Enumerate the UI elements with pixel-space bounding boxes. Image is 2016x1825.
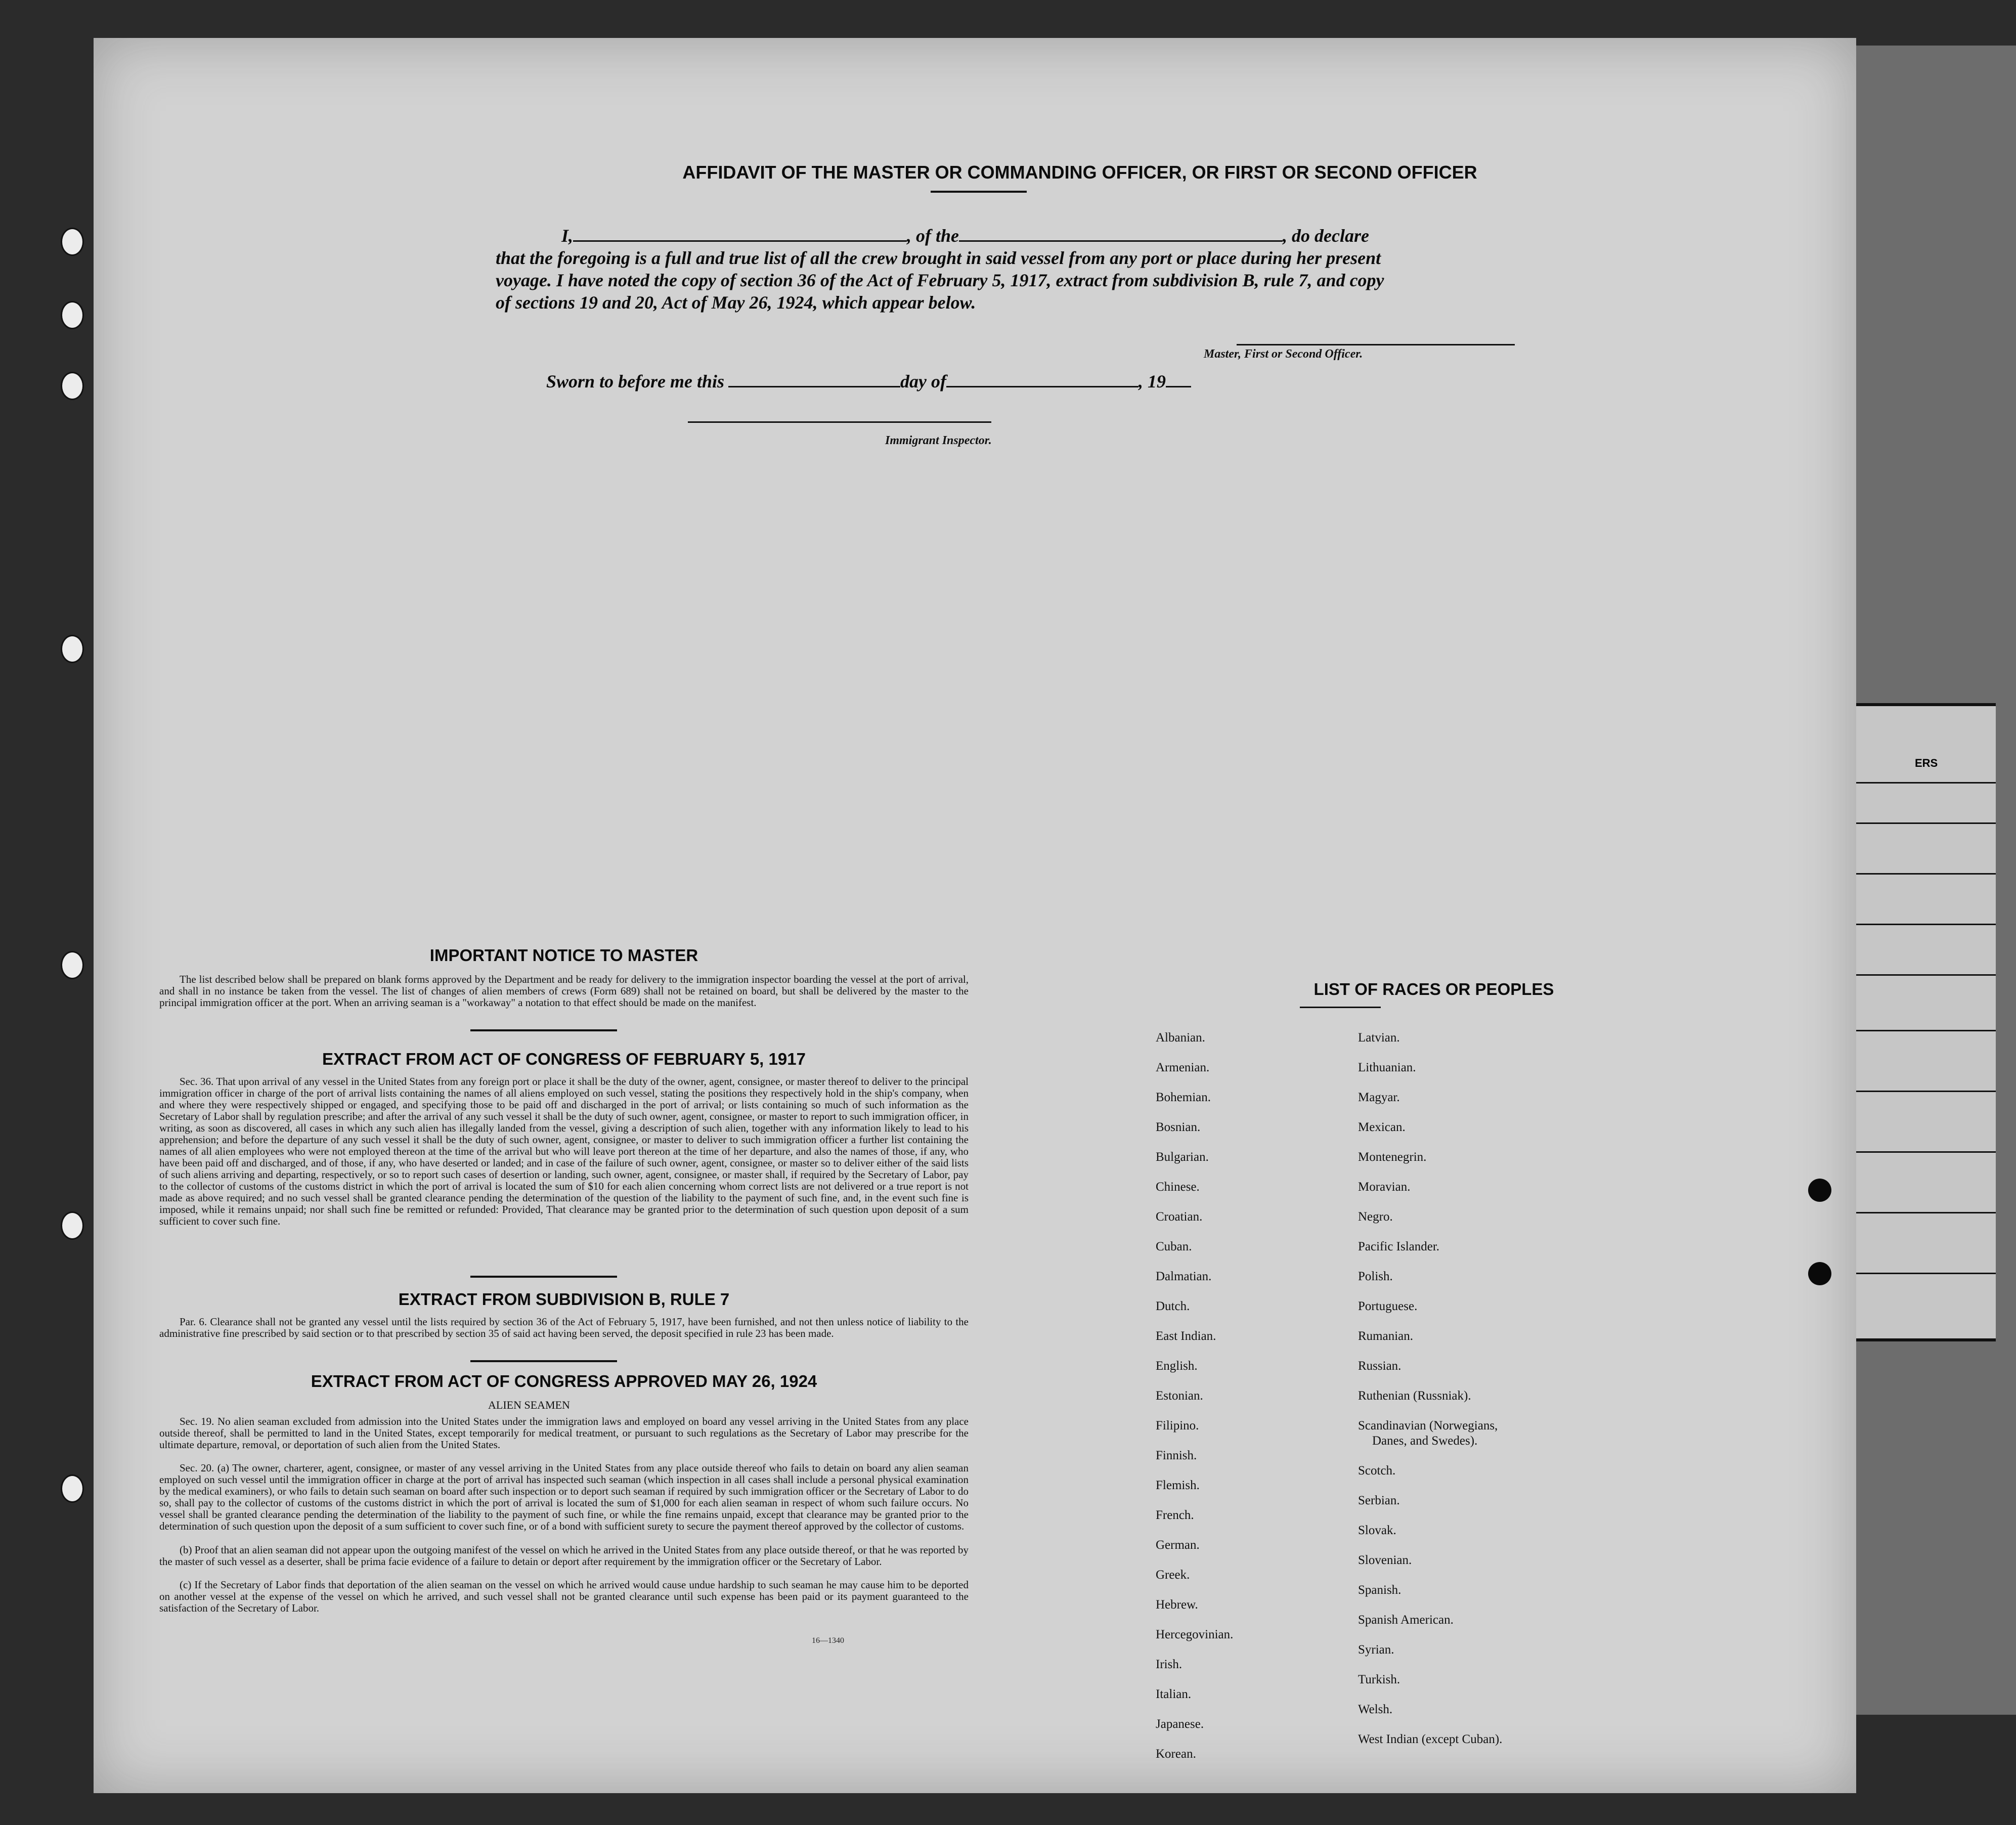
races-title: LIST OF RACES OR PEOPLES (1313, 980, 1554, 998)
race-item: Mexican. (1358, 1120, 1406, 1134)
race-item: Chinese. (1156, 1180, 1200, 1194)
race-item: Scotch. (1358, 1464, 1396, 1478)
title-rule (931, 191, 1027, 193)
section-rule (470, 1029, 617, 1031)
year-prefix: , 19 (1138, 371, 1166, 392)
race-item: Korean. (1156, 1747, 1196, 1761)
race-item: Irish. (1156, 1658, 1182, 1671)
race-item: Armenian. (1156, 1061, 1210, 1074)
affidavit-line-4: of sections 19 and 20, Act of May 26, 1924, which appear below. (496, 292, 976, 313)
sworn-year-blank[interactable] (1166, 371, 1191, 387)
affidavit-title: AFFIDAVIT OF THE MASTER OR COMMANDING OFFICER, OR FIRST OR SECOND OFFICER (682, 162, 1477, 183)
race-item: East Indian. (1156, 1329, 1216, 1343)
race-item: Filipino. (1156, 1419, 1199, 1432)
race-item: Spanish. (1358, 1583, 1401, 1597)
race-item: Finnish. (1156, 1449, 1197, 1462)
affidavit-line-1 (511, 225, 1369, 246)
punch-hole-dark (1808, 1262, 1831, 1285)
sworn-day-blank[interactable] (728, 371, 900, 387)
race-item: Russian. (1358, 1359, 1401, 1373)
document-page (94, 38, 1856, 1793)
races-rule (1300, 1007, 1381, 1008)
signature-caption: Master, First or Second Officer. (1204, 347, 1363, 361)
punch-hole (61, 372, 84, 400)
extract-1917-title: EXTRACT FROM ACT OF CONGRESS OF FEBRUARY 5, 1917 (322, 1050, 806, 1068)
section-rule (470, 1360, 617, 1362)
races-right-column (1358, 1030, 1502, 1762)
race-item: Slovak. (1358, 1524, 1396, 1537)
race-item: Spanish American. (1358, 1613, 1454, 1627)
punch-hole (61, 1474, 84, 1503)
race-item: Hercegovinian. (1156, 1628, 1234, 1641)
affidavit-line-2: that the foregoing is a full and true list of all the crew brought in said vessel from any port or place during her present (496, 248, 1381, 268)
race-item: Ruthenian (Russniak). (1358, 1389, 1471, 1403)
affidavit-line-3: voyage. I have noted the copy of section 36 of the Act of February 5, 1917, extract from subdivision B, rule 7, and copy (496, 270, 1384, 290)
race-item: Turkish. (1358, 1673, 1400, 1686)
race-item: French. (1156, 1508, 1194, 1522)
alien-seamen-subtitle: ALIEN SEAMEN (488, 1399, 570, 1411)
extract-1924-title: EXTRACT FROM ACT OF CONGRESS APPROVED MAY 26, 1924 (311, 1372, 817, 1391)
race-item: Flemish. (1156, 1479, 1200, 1492)
sec19-text: Sec. 19. No alien seaman excluded from admission into the United States under the immigration laws and employed on board any vessel arriving in the United States from any place outside thereof, shall be permitted to land in the United States, except temporarily for medical treatment, or pursuant to such regulations as the Secretary of Labor may prescribe for the ultimate departure, removal, or deportation of such alien from the United States. (159, 1415, 969, 1451)
sec20c-text: (c) If the Secretary of Labor finds that deportation of the alien seaman on the vessel on which he arrived would cause undue hardship to such seaman he may cause him to be deported on another vessel at the expense of the vessel on which he arrived, and such vessel shall not be granted clearance until such expense has been paid or its payment guaranteed to the satisfaction of the Secretary of Labor. (159, 1579, 969, 1614)
vessel-blank[interactable] (959, 225, 1283, 242)
race-item: Cuban. (1156, 1240, 1192, 1253)
side-table-label: ERS (1915, 757, 1938, 769)
punch-hole (61, 301, 84, 329)
race-item: German. (1156, 1538, 1200, 1552)
race-item: Serbian. (1358, 1494, 1400, 1507)
punch-hole (61, 635, 84, 663)
race-item: Latvian. (1358, 1031, 1400, 1045)
inspector-signature-line[interactable] (688, 421, 991, 423)
race-item: Polish. (1358, 1270, 1393, 1283)
race-item: Welsh. (1358, 1703, 1393, 1716)
race-item: Bohemian. (1156, 1091, 1211, 1104)
race-item: Dalmatian. (1156, 1270, 1212, 1283)
sec20a-text: Sec. 20. (a) The owner, charterer, agent, consignee, or master of any vessel arriving in the United States from any place outside thereof who fails to detain on board any alien seaman employed on such vessel until the immigration officer in charge at the port of arrival has inspected such seaman (which inspection in all cases shall include a personal physical examination by the medical examiners), or who fails to detain such seaman on board after such inspection or to deport such seaman if required by such immigration officer or the Secretary of Labor to do so, shall pay to the collector of customs of the customs district in which the port of arrival is located the sum of $1,000 for each alien seaman in respect of whom such failure occurs. No vessel shall be granted clearance pending the determination of the liability to the payment of such fine, or while the fine remains unpaid, except that clearance may be granted prior to the determination of such question upon the deposit of a sum sufficient to cover such fine, or of a bond with sufficient surety to secure the payment thereof approved by the collector of customs. (159, 1462, 969, 1532)
punch-hole (61, 951, 84, 979)
form-number: 16—1340 (812, 1636, 844, 1645)
sec20b-text: (b) Proof that an alien seaman did not appear upon the outgoing manifest of the vessel on which he arrived in the United States from any place outside thereof, or that he was reported by the master of such vessel as a deserter, shall be prima facie evidence of a failure to detain or deport after requirement by the immigration officer or the Secretary of Labor. (159, 1544, 969, 1568)
extract-rule7-title: EXTRACT FROM SUBDIVISION B, RULE 7 (398, 1290, 730, 1309)
punch-hole (61, 1211, 84, 1240)
day-of-text: day of (900, 371, 947, 392)
race-item: Italian. (1156, 1687, 1192, 1701)
side-table-edge (1851, 703, 1996, 1341)
race-item: Albanian. (1156, 1031, 1205, 1045)
section-rule (470, 1276, 617, 1278)
affidavit-do-declare: , do declare (1283, 226, 1369, 246)
race-item: Croatian. (1156, 1210, 1203, 1224)
extract-rule7-text: Par. 6. Clearance shall not be granted any vessel until the lists required by section 36 of the Act of February 5, 1917, have been furnished, and not then unless notice of liability to the administrative fine prescribed by said section or to that prescribed by section 35 of said act having been served, the deposit specified in rule 23 has been made. (159, 1316, 969, 1339)
race-item: Montenegrin. (1358, 1150, 1427, 1164)
sworn-line (546, 371, 1191, 392)
inspector-caption: Immigrant Inspector. (885, 434, 992, 447)
race-item: Bulgarian. (1156, 1150, 1209, 1164)
race-item-continued: Danes, and Swedes). (1372, 1434, 1478, 1448)
race-item: Portuguese. (1358, 1299, 1418, 1313)
race-item: Scandinavian (Norwegians, (1358, 1419, 1498, 1432)
extract-1917-text: Sec. 36. That upon arrival of any vessel in the United States from any foreign port or place it shall be the duty of the owner, agent, consignee, or master thereof to deliver to the principal immigration officer in charge of the port of arrival lists containing the names of all aliens employed on such vessel, stating the positions they respectively hold in the ship's company, when and where they were respectively shipped or engaged, and specifying those to be paid off and discharged in the port of arrival; or lists containing so much of such information as the Secretary of Labor shall by regulation prescribe; and after the arrival of any such vessel it shall be the duty of such owner, agent, consignee, or master to report to such immigration officer, in writing, as soon as discovered, all cases in which any such alien has illegally landed from the vessel, giving a description of such alien, together with any information likely to lead to his apprehension; and before the departure of any such vessel it shall be the duty of such owner, agent, consignee, or master to deliver to such immigration officer a further list containing the names of all alien employees who were not employed thereon at the time of the arrival but who will leave port thereon at the time of her departure, and also the names of those, if any, who have been paid off and discharged, and of those, if any, who have deserted or landed; and in case of the failure of such owner, agent, consignee, or master so to deliver either of the said lists of such aliens arriving and departing, respectively, or so to report such cases of desertion or landing, such owner, agent, consignee, or master shall, if required by the Secretary of Labor, pay to the collector of customs of the customs district in which the port of arrival is located the sum of $10 for each alien concerning whom correct lists are not delivered or a true report is not made as above required; and no such vessel shall be granted clearance pending the determination of the question of the liability to the payment of such fine, and, in the event such fine is imposed, while it remains unpaid; nor shall such fine be remitted or refunded: Provided, That clearance may be granted prior to the determination of such question upon deposit of a sum sufficient to cover such fine. (159, 1075, 969, 1227)
races-left-column (1156, 1030, 1233, 1776)
sworn-text: Sworn to before me this (546, 371, 725, 392)
race-item: Japanese. (1156, 1717, 1204, 1731)
race-item: Estonian. (1156, 1389, 1203, 1403)
race-item: Slovenian. (1358, 1553, 1412, 1567)
race-item: Bosnian. (1156, 1120, 1201, 1134)
notice-text: The list described below shall be prepared on blank forms approved by the Department and be ready for delivery to the immigration inspector boarding the vessel at the port of arrival, and shall in no instance be taken from the vessel. The list of changes of alien members of crews (Form 689) shall not be retained on board, but shall be delivered by the master to the principal immigration officer at the port. When an arriving seaman is a "workaway" a notation to that effect should be made on the manifest. (159, 973, 969, 1009)
race-item: Moravian. (1358, 1180, 1411, 1194)
signature-line[interactable] (1237, 344, 1515, 345)
race-item: Syrian. (1358, 1643, 1394, 1657)
race-item: English. (1156, 1359, 1198, 1373)
punch-hole-dark (1808, 1179, 1831, 1202)
notice-title: IMPORTANT NOTICE TO MASTER (429, 946, 698, 965)
race-item: Greek. (1156, 1568, 1190, 1582)
race-item: West Indian (except Cuban). (1358, 1732, 1503, 1746)
race-item: Dutch. (1156, 1299, 1190, 1313)
punch-hole (61, 228, 84, 256)
sworn-month-blank[interactable] (946, 371, 1138, 387)
race-item: Pacific Islander. (1358, 1240, 1440, 1253)
race-item: Hebrew. (1156, 1598, 1198, 1612)
race-item: Rumanian. (1358, 1329, 1414, 1343)
race-item: Magyar. (1358, 1091, 1400, 1104)
affidavit-of-the: , of the (907, 226, 959, 246)
race-item: Negro. (1358, 1210, 1393, 1224)
race-item: Lithuanian. (1358, 1061, 1416, 1074)
affidavit-i: I, (561, 226, 574, 246)
name-blank[interactable] (573, 225, 907, 242)
